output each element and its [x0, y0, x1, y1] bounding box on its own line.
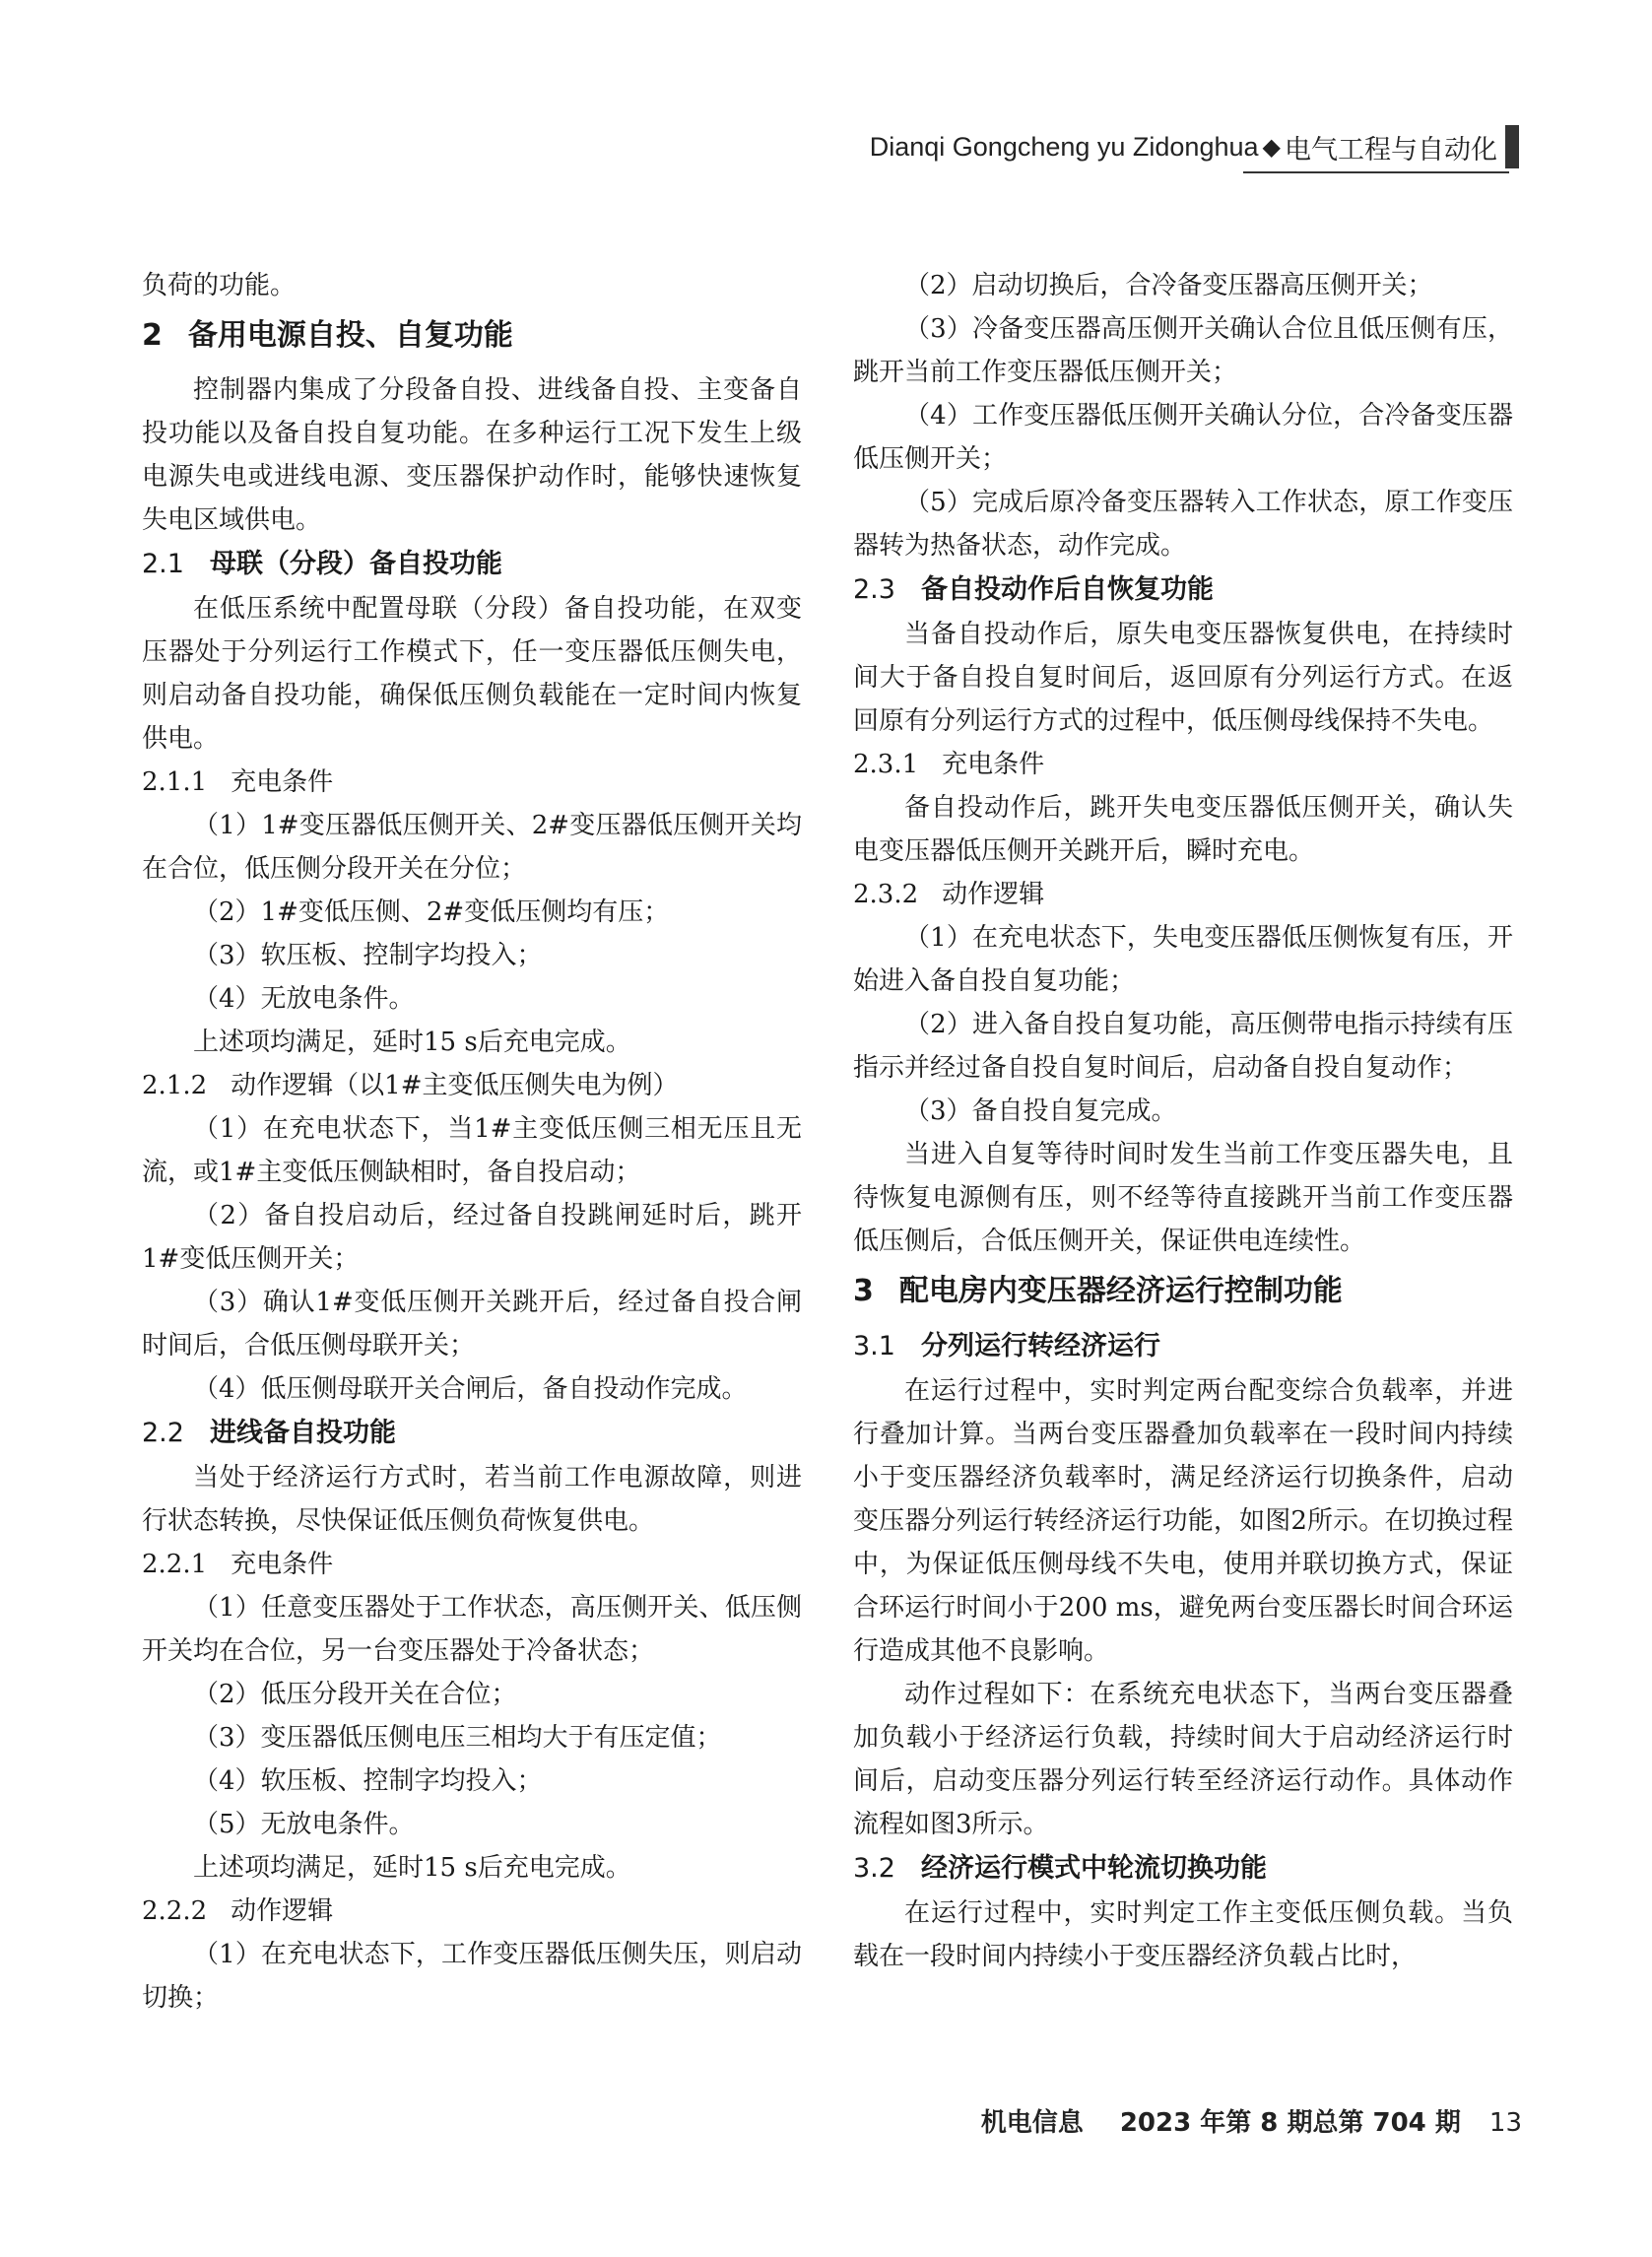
subsubsection-number: 2.1.1	[142, 767, 208, 797]
subsubsection-heading	[142, 1543, 802, 1586]
list-item: （3）确认1#变低压侧开关跳开后，经过备自投合闸时间后，合低压侧母联开关；	[142, 1288, 802, 1361]
list-item: （4）低压侧母联开关合闸后，备自投动作完成。	[193, 1374, 748, 1404]
subsection-number: 2.2	[142, 1418, 184, 1448]
subsubsection-number: 2.2.2	[142, 1896, 208, 1926]
left-column	[142, 264, 802, 2020]
subsection-number: 2.3	[853, 574, 895, 605]
subsection-title: 备自投动作后自恢复功能	[920, 574, 1214, 605]
subsubsection-heading	[142, 1064, 802, 1107]
list-item: （1）在充电状态下，失电变压器低压侧恢复有压，开始进入备自投自复功能；	[853, 923, 1513, 996]
section-heading	[142, 311, 802, 361]
subsubsection-heading	[853, 743, 1513, 786]
list-item: （5）完成后原冷备变压器转入工作状态，原工作变压器转为热备状态，动作完成。	[853, 488, 1513, 561]
list-item: （4）软压板、控制字均投入；	[193, 1766, 543, 1796]
right-column	[853, 264, 1513, 1978]
list-item: （2）1#变低压侧、2#变低压侧均有压；	[193, 897, 670, 927]
footer-issue: 2023 年第 8 期总第 704 期	[1119, 2108, 1461, 2138]
subsubsection-title: 动作逻辑	[942, 880, 1045, 909]
subsection-number: 2.1	[142, 549, 184, 579]
list-item: （1）1#变压器低压侧开关、2#变压器低压侧开关均在合位，低压侧分段开关在分位；	[142, 811, 802, 884]
paragraph: 动作过程如下：在系统充电状态下，当两台变压器叠加负载小于经济运行负载，持续时间大于启动经济运行时间后，启动变压器分列运行转至经济运行动作。具体动作流程如图3所示。	[853, 1680, 1513, 1839]
list-item: （2）备自投启动后，经过备自投跳闸延时后，跳开1#变低压侧开关；	[142, 1201, 802, 1274]
page-footer	[981, 2102, 1522, 2139]
subsubsection-number: 2.3.1	[853, 750, 919, 779]
subsubsection-title: 动作逻辑（以1#主变低压侧失电为例）	[231, 1071, 679, 1100]
list-item: （3）备自投自复完成。	[904, 1096, 1177, 1126]
section-heading	[853, 1267, 1513, 1316]
subsection-title: 经济运行模式中轮流切换功能	[920, 1853, 1267, 1884]
subsubsection-title: 动作逻辑	[231, 1896, 334, 1926]
paragraph: 当备自投动作后，原失电变压器恢复供电，在持续时间大于备自投自复时间后，返回原有分列运行方式。在返回原有分列运行方式的过程中，低压侧母线保持不失电。	[853, 620, 1513, 736]
list-item: （1）在充电状态下，工作变压器低压侧失压，则启动切换；	[142, 1940, 802, 2013]
page-number: 13	[1488, 2108, 1522, 2138]
paragraph: 控制器内集成了分段备自投、进线备自投、主变备自投功能以及备自投自复功能。在多种运行工况下发生上级电源失电或进线电源、变压器保护动作时，能够快速恢复失电区域供电。	[142, 375, 802, 535]
subsubsection-heading	[853, 873, 1513, 916]
subsubsection-title: 充电条件	[231, 1550, 334, 1579]
list-item: （3）软压板、控制字均投入；	[193, 941, 543, 970]
section-title: 备用电源自投、自复功能	[187, 318, 513, 353]
section-title: 配电房内变压器经济运行控制功能	[898, 1274, 1343, 1308]
subsection-title: 母联（分段）备自投功能	[209, 549, 502, 579]
paragraph: 备自投动作后，跳开失电变压器低压侧开关，确认失电变压器低压侧开关跳开后，瞬时充电。	[853, 793, 1513, 866]
paragraph: 在运行过程中，实时判定工作主变低压侧负载。当负载在一段时间内持续小于变压器经济负载占比时，	[853, 1898, 1513, 1971]
list-item: （1）任意变压器处于工作状态，高压侧开关、低压侧开关均在合位，另一台变压器处于冷备状态；	[142, 1593, 802, 1666]
list-item: （3）冷备变压器高压侧开关确认合位且低压侧有压，跳开当前工作变压器低压侧开关；	[853, 314, 1513, 387]
header-bar-decoration	[1505, 125, 1519, 168]
diamond-icon: ◆	[1262, 133, 1281, 161]
paragraph: 在运行过程中，实时判定两台配变综合负载率，并进行叠加计算。当两台变压器叠加负载率在一段时间内持续小于变压器经济负载率时，满足经济运行切换条件，启动变压器分列运行转经济运行功能，如图2所示。在切换过程中，为保证低压侧母线不失电，使用并联切换方式，保证合环运行时间小于200 ms，避免两台变压器长时间合环运行造成其他不良影响。	[853, 1376, 1513, 1666]
subsubsection-heading	[142, 761, 802, 804]
footer-journal-name: 机电信息	[980, 2108, 1084, 2138]
paragraph: 上述项均满足，延时15 s后充电完成。	[193, 1028, 631, 1057]
subsection-heading	[142, 542, 802, 587]
subsection-heading	[853, 1324, 1513, 1369]
list-item: （4）无放电条件。	[193, 984, 415, 1014]
subsection-number: 3.2	[853, 1853, 895, 1884]
subsection-heading	[853, 1846, 1513, 1892]
subsubsection-heading	[142, 1890, 802, 1933]
subsection-title: 进线备自投功能	[209, 1418, 396, 1448]
list-item: （4）工作变压器低压侧开关确认分位，合冷备变压器低压侧开关；	[853, 401, 1513, 474]
running-head	[870, 122, 1519, 171]
journal-title-cn: 电气工程与自动化	[1285, 134, 1497, 165]
subsubsection-number: 2.3.2	[853, 880, 919, 909]
subsubsection-title: 充电条件	[231, 767, 334, 797]
section-number: 3	[853, 1274, 874, 1308]
list-item: （5）无放电条件。	[193, 1810, 415, 1839]
header-rule	[1243, 171, 1509, 173]
paragraph: 在低压系统中配置母联（分段）备自投功能，在双变压器处于分列运行工作模式下，任一变压器低压侧失电，则启动备自投功能，确保低压侧负载能在一定时间内恢复供电。	[142, 594, 802, 754]
paragraph: 上述项均满足，延时15 s后充电完成。	[193, 1853, 631, 1883]
subsection-title: 分列运行转经济运行	[920, 1331, 1160, 1361]
subsection-heading	[853, 567, 1513, 613]
paragraph: 当处于经济运行方式时，若当前工作电源故障，则进行状态转换，尽快保证低压侧负荷恢复供电。	[142, 1463, 802, 1536]
subsection-number: 3.1	[853, 1331, 895, 1361]
list-item: （2）进入备自投自复功能，高压侧带电指示持续有压指示并经过备自投自复时间后，启动备自投自复动作；	[853, 1010, 1513, 1083]
list-item: （1）在充电状态下，当1#主变低压侧三相无压且无流，或1#主变低压侧缺相时，备自投启动；	[142, 1114, 802, 1187]
list-item: （2）启动切换后，合冷备变压器高压侧开关；	[904, 271, 1433, 300]
subsection-heading	[142, 1411, 802, 1456]
section-number: 2	[142, 318, 163, 353]
paragraph: 当进入自复等待时间时发生当前工作变压器失电，且待恢复电源侧有压，则不经等待直接跳开当前工作变压器低压侧后，合低压侧开关，保证供电连续性。	[853, 1140, 1513, 1256]
paragraph: 负荷的功能。	[142, 271, 297, 300]
subsubsection-number: 2.2.1	[142, 1550, 208, 1579]
journal-pinyin: Dianqi Gongcheng yu Zidonghua	[869, 131, 1259, 162]
list-item: （3）变压器低压侧电压三相均大于有压定值；	[193, 1723, 722, 1753]
list-item: （2）低压分段开关在合位；	[193, 1680, 517, 1709]
subsubsection-number: 2.1.2	[142, 1071, 208, 1100]
subsubsection-title: 充电条件	[942, 750, 1045, 779]
